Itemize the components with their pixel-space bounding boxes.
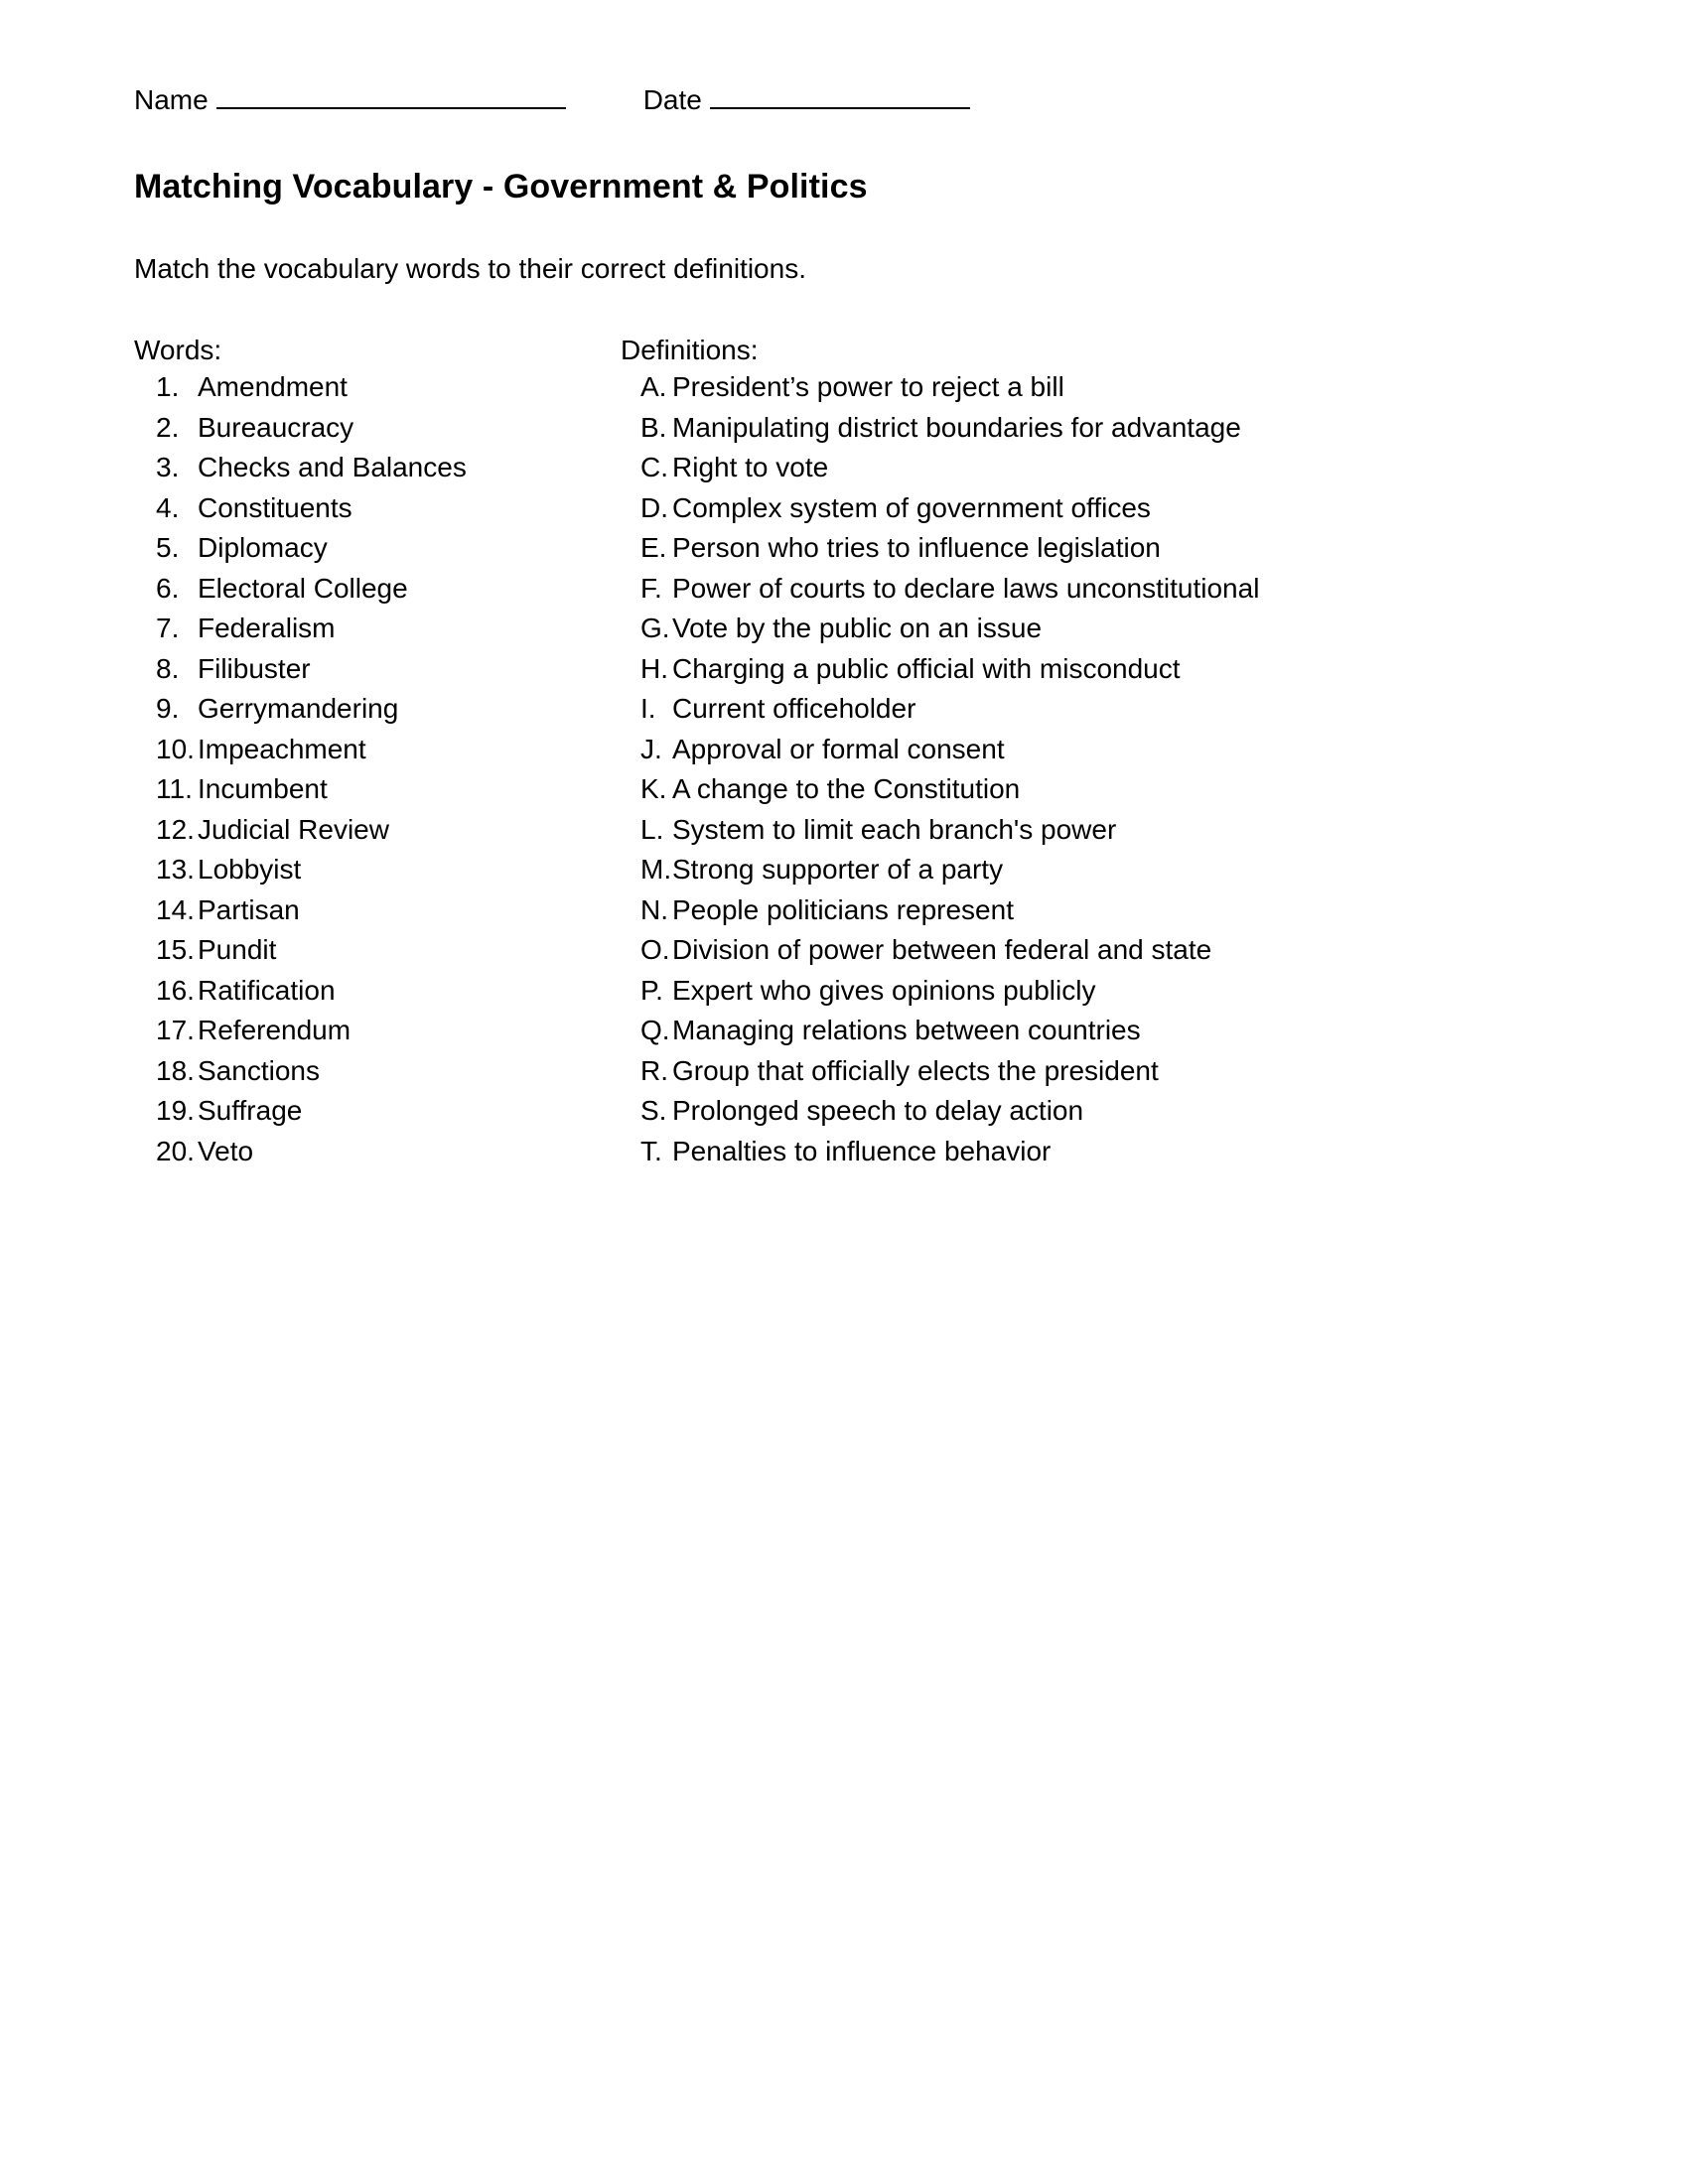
list-item[interactable] bbox=[134, 448, 621, 488]
definition-marker: C. bbox=[640, 452, 668, 482]
definition-marker: J. bbox=[640, 733, 662, 764]
definition-marker: P. bbox=[640, 974, 663, 1006]
list-item[interactable] bbox=[621, 730, 1569, 770]
word-marker: 7. bbox=[156, 613, 180, 643]
list-item[interactable] bbox=[621, 890, 1569, 931]
list-item[interactable] bbox=[621, 367, 1569, 408]
name-date-row bbox=[134, 81, 1569, 117]
word-marker: 15. bbox=[156, 934, 195, 965]
word-text: Lobbyist bbox=[198, 854, 302, 885]
definition-marker: D. bbox=[640, 491, 668, 523]
list-item[interactable] bbox=[134, 930, 621, 971]
definition-text: Vote by the public on an issue bbox=[672, 613, 1043, 643]
word-text: Electoral College bbox=[198, 572, 408, 604]
word-text: Judicial Review bbox=[198, 813, 389, 845]
list-item[interactable] bbox=[621, 971, 1569, 1012]
list-item[interactable] bbox=[134, 1051, 621, 1092]
list-item[interactable] bbox=[621, 488, 1569, 529]
definition-text: Prolonged speech to delay action bbox=[672, 1095, 1084, 1126]
list-item[interactable] bbox=[134, 850, 621, 890]
list-item[interactable] bbox=[621, 448, 1569, 488]
word-marker: 3. bbox=[156, 452, 180, 482]
name-label: Name bbox=[134, 84, 209, 115]
list-item[interactable] bbox=[134, 528, 621, 569]
list-item[interactable] bbox=[621, 569, 1569, 610]
word-text: Suffrage bbox=[198, 1095, 303, 1126]
list-item[interactable] bbox=[134, 730, 621, 770]
word-marker: 17. bbox=[156, 1015, 195, 1045]
word-marker: 2. bbox=[156, 411, 180, 443]
definition-text: Approval or formal consent bbox=[672, 733, 1005, 764]
definition-marker: H. bbox=[640, 652, 668, 684]
list-item[interactable] bbox=[134, 609, 621, 649]
list-item[interactable] bbox=[621, 1011, 1569, 1051]
definition-marker: L. bbox=[640, 813, 664, 845]
definition-marker: K. bbox=[640, 773, 667, 804]
page-title: Matching Vocabulary - Government & Politics bbox=[134, 168, 868, 205]
definition-text: President’s power to reject a bill bbox=[672, 371, 1064, 402]
definition-text: Complex system of government offices bbox=[672, 491, 1151, 523]
word-marker: 11. bbox=[156, 773, 193, 804]
word-marker: 16. bbox=[156, 974, 195, 1006]
list-item[interactable] bbox=[134, 1011, 621, 1051]
list-item[interactable] bbox=[134, 1132, 621, 1172]
word-text: Constituents bbox=[198, 491, 352, 523]
definition-text: System to limit each branch's power bbox=[672, 813, 1117, 845]
list-item[interactable] bbox=[134, 689, 621, 730]
word-text: Impeachment bbox=[198, 733, 366, 764]
words-column bbox=[134, 334, 621, 1171]
list-item[interactable] bbox=[134, 367, 621, 408]
word-text: Checks and Balances bbox=[198, 452, 467, 482]
list-item[interactable] bbox=[134, 1091, 621, 1132]
list-item[interactable] bbox=[621, 528, 1569, 569]
definition-marker: G. bbox=[640, 613, 670, 643]
definition-text: Expert who gives opinions publicly bbox=[672, 974, 1096, 1006]
word-text: Amendment bbox=[198, 371, 348, 402]
list-item[interactable] bbox=[134, 971, 621, 1012]
definition-text: Strong supporter of a party bbox=[672, 854, 1004, 885]
word-text: Incumbent bbox=[198, 773, 328, 804]
date-label: Date bbox=[642, 84, 702, 115]
list-item[interactable] bbox=[134, 569, 621, 610]
definition-text: Current officeholder bbox=[672, 693, 916, 724]
definition-text: Managing relations between countries bbox=[672, 1015, 1141, 1045]
word-marker: 18. bbox=[156, 1054, 195, 1086]
definition-text: Manipulating district boundaries for advantage bbox=[672, 411, 1241, 443]
definition-text: Group that officially elects the president bbox=[672, 1054, 1159, 1086]
definitions-column bbox=[621, 334, 1569, 1171]
definition-marker: R. bbox=[640, 1054, 668, 1086]
definition-marker: B. bbox=[640, 411, 667, 443]
list-item[interactable] bbox=[621, 1132, 1569, 1172]
definition-text: Person who tries to influence legislation bbox=[672, 532, 1161, 563]
word-text: Gerrymandering bbox=[198, 693, 399, 724]
name-write-in-line[interactable] bbox=[216, 81, 566, 109]
definition-text: Right to vote bbox=[672, 452, 829, 482]
definition-text: People politicians represent bbox=[672, 893, 1014, 925]
definition-text: Charging a public official with misconduct bbox=[672, 652, 1181, 684]
list-item[interactable] bbox=[621, 408, 1569, 449]
word-marker: 20. bbox=[156, 1135, 195, 1166]
definition-marker: S. bbox=[640, 1095, 667, 1126]
list-item[interactable] bbox=[134, 810, 621, 851]
word-marker: 10. bbox=[156, 733, 195, 764]
matching-columns bbox=[134, 334, 1569, 1171]
list-item[interactable] bbox=[134, 649, 621, 690]
definitions-list bbox=[621, 367, 1569, 1171]
definition-marker: A. bbox=[640, 371, 667, 402]
list-item[interactable] bbox=[621, 1091, 1569, 1132]
list-item[interactable] bbox=[621, 930, 1569, 971]
word-marker: 1. bbox=[156, 371, 180, 402]
word-text: Pundit bbox=[198, 934, 277, 965]
list-item[interactable] bbox=[134, 488, 621, 529]
definition-text: Power of courts to declare laws unconstitutional bbox=[672, 572, 1260, 604]
word-marker: 12. bbox=[156, 813, 195, 845]
list-item[interactable] bbox=[621, 769, 1569, 810]
definition-text: Penalties to influence behavior bbox=[672, 1135, 1052, 1166]
definition-marker: T. bbox=[640, 1135, 662, 1166]
list-item[interactable] bbox=[621, 1051, 1569, 1092]
date-write-in-line[interactable] bbox=[710, 81, 970, 109]
words-list bbox=[134, 367, 621, 1171]
definitions-column-heading: Definitions: bbox=[621, 335, 759, 365]
definition-marker: N. bbox=[640, 893, 668, 925]
word-marker: 5. bbox=[156, 532, 180, 563]
word-text: Ratification bbox=[198, 974, 336, 1006]
word-marker: 14. bbox=[156, 893, 195, 925]
list-item[interactable] bbox=[621, 850, 1569, 890]
instructions-text: Match the vocabulary words to their correct definitions. bbox=[134, 253, 806, 284]
list-item[interactable] bbox=[621, 609, 1569, 649]
list-item[interactable] bbox=[134, 769, 621, 810]
list-item[interactable] bbox=[134, 890, 621, 931]
definition-marker: F. bbox=[640, 572, 662, 604]
definition-text: Division of power between federal and state bbox=[672, 934, 1212, 965]
word-text: Federalism bbox=[198, 613, 336, 643]
word-text: Referendum bbox=[198, 1015, 352, 1045]
word-marker: 8. bbox=[156, 652, 180, 684]
definition-marker: I. bbox=[640, 693, 656, 724]
definition-text: A change to the Constitution bbox=[672, 773, 1021, 804]
list-item[interactable] bbox=[621, 810, 1569, 851]
definition-marker: O. bbox=[640, 934, 670, 965]
word-text: Diplomacy bbox=[198, 532, 328, 563]
word-marker: 19. bbox=[156, 1095, 195, 1126]
definition-marker: Q. bbox=[640, 1015, 670, 1045]
definition-marker: M. bbox=[640, 854, 672, 885]
words-column-heading: Words: bbox=[134, 335, 222, 365]
word-text: Partisan bbox=[198, 893, 300, 925]
word-marker: 9. bbox=[156, 693, 180, 724]
word-marker: 4. bbox=[156, 491, 180, 523]
list-item[interactable] bbox=[134, 408, 621, 449]
word-marker: 6. bbox=[156, 572, 180, 604]
word-text: Veto bbox=[198, 1135, 254, 1166]
list-item[interactable] bbox=[621, 649, 1569, 690]
word-text: Filibuster bbox=[198, 652, 311, 684]
list-item[interactable] bbox=[621, 689, 1569, 730]
word-marker: 13. bbox=[156, 854, 195, 885]
word-text: Bureaucracy bbox=[198, 411, 354, 443]
definition-marker: E. bbox=[640, 532, 667, 563]
word-text: Sanctions bbox=[198, 1054, 320, 1086]
